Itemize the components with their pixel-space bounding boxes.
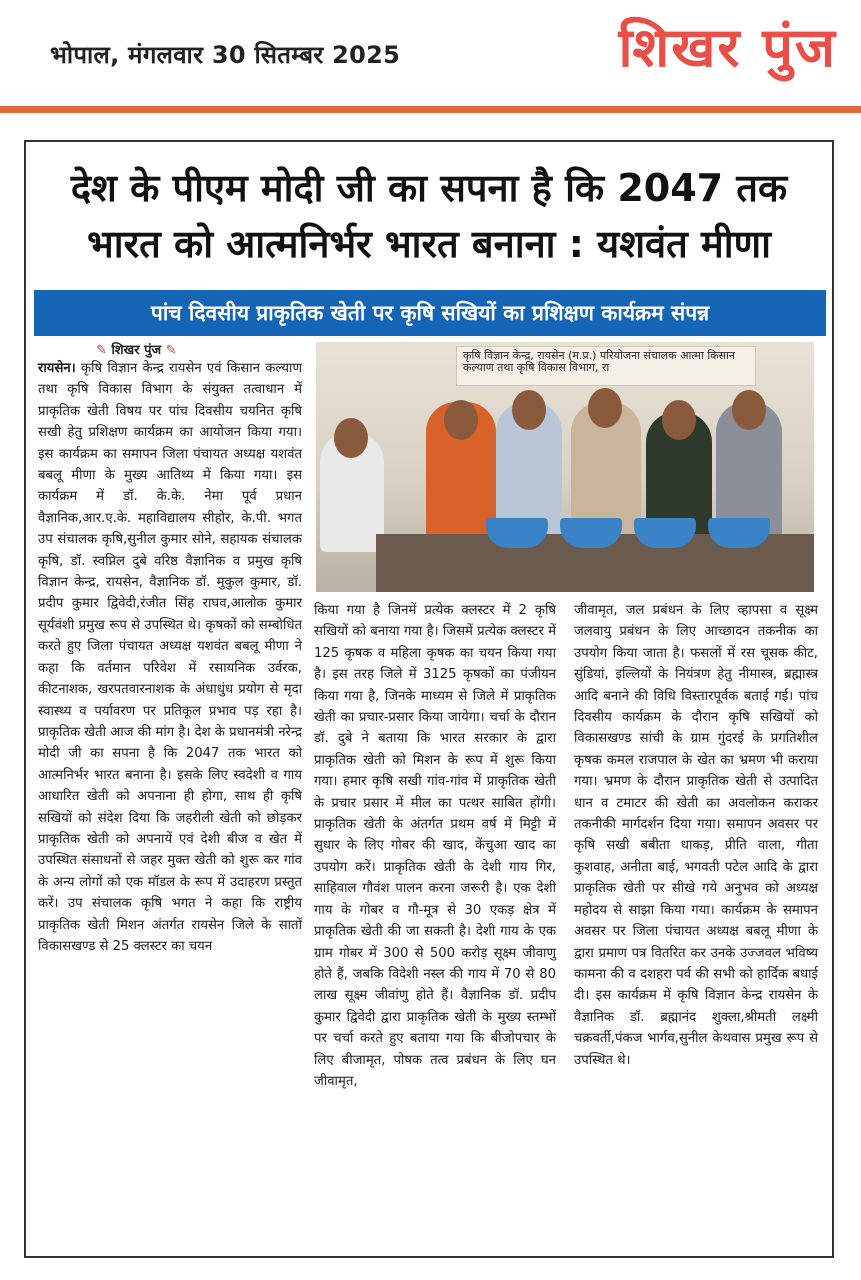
newspaper-masthead: शिखर पुंज <box>618 16 837 79</box>
column-1-text: कृषि विज्ञान केन्द्र रायसेन एवं किसान कल्याण तथा कृषि विकास विभाग के संयुक्त तत्वाधान में प्राकृतिक खेती विषय पर पांच दिवसीय चयनित कृषि सखी हेतु प्रशिक्षण कार्यक्रम का आयोजन किया गया। इस कार्यक्रम का समापन जिला पंचायत अध्यक्ष यशवंत बबलू मीणा के मुख्य आतिथ्य में किया गया। इस कार्यक्रम में डॉ. के.के. नेमा पूर्व प्रधान वैज्ञानिक,आर.ए.के. महाविद्यालय सीहोर, के.पी. भगत उप संचालक कृषि,सुनील कुमार सोने, सहायक संचालक कृषि, डॉ. स्वप्निल दुबे वरिष्ठ वैज्ञानिक व प्रमुख कृषि विज्ञान केन्द्र, रायसेन, वैज्ञानिक डॉ. मुकुल कुमार, डॉ. प्रदीप कुमार द्विवेदी,रंजीत सिंह राघव,आलोक कुमार सूर्यवंशी प्रमुख रूप से उपस्थित थे। कृषकों को सम्बोधित करते हुए जिला पंचायत अध्यक्ष यशवंत बबलू मीणा ने कहा कि वर्तमान परिवेश में रसायनिक उर्वरक, कीटनाशक, खरपतवारनाशक के अंधाधुंध प्रयोग से मृदा स्वास्थ्य व पर्यावरण पर प्रतिकूल प्रभाव पड़ रहा है। प्राकृतिक खेती आज की मांग है। देश के प्रधानमंत्री नरेन्द्र मोदी जी का सपना है कि 2047 तक भारत को आत्मनिर्भर भारत बनाना है। इसके लिए स्वदेशी व गाय आधारित खेती को अपनाना ही होगा, साथ ही कृषि सखियों को संदेश दिया कि जहरीली खेती को छोड़कर प्राकृतिक खेती को अपनायें एवं देशी बीज व खेत में उपस्थित संसाधनों से जहर मुक्त खेती को शुरू कर गांव के अन्य लोगों को एक मॉडल के रूप में उदाहरण प्रस्तुत करें। उप संचालक कृषि भगत ने कहा कि राष्ट्रीय प्राकृतिक खेती मिशन अंतर्गत रायसेन जिले के सातों विकासखण्ड से 25 क्लस्टर का चयन <box>38 361 302 954</box>
article-headline: देश के पीएम मोदी जी का सपना है कि 2047 तक भारत को आत्मनिर्भर भारत बनाना : यशवंत मीणा <box>70 166 788 266</box>
photo-bowl <box>634 518 696 548</box>
photo-bowl <box>486 518 548 548</box>
byline-text: शिखर पुंज <box>111 343 162 358</box>
photo-person-head <box>512 390 546 430</box>
photo-bowl <box>560 518 622 548</box>
photo-person-head <box>662 400 696 440</box>
article-column-3: जीवामृत, जल प्रबंधन के लिए व्हापसा व सूक्ष्म जलवायु प्रबंधन के लिए आच्छादन तकनीक का उपयोग किया जाता है। फसलों में रस चूसक कीट, सुंडियां, इल्लियों के नियंत्रण हेतु नीमास्त्र, ब्रह्मास्त्र आदि बनाने की विधि विस्तारपूर्वक बताई गई। पांच दिवसीय कार्यक्रम के दौरान कृषि सखियों को विकासखण्ड सांची के ग्राम गुंदरई के प्रगतिशील कृषक कमल राजपाल के खेत का भ्रमण भी कराया गया। भ्रमण के दौरान प्राकृतिक खेती से उत्पादित धान व टमाटर की खेती का अवलोकन कराकर तकनीकी मार्गदर्शन दिया गया। समापन अवसर पर कृषि सखी बबीता धाकड़, प्रीति वाला, गीता कुशवाह, अनीता बाई, भगवती पटेल आदि के द्वारा प्राकृतिक खेती पर सीखे गये अनुभव को अध्यक्ष महोदय से साझा किया गया। कार्यक्रम के समापन अवसर पर जिला पंचायत अध्यक्ष बबलू मीणा के द्वारा प्रमाण पत्र वितरित कर उनके उज्जवल भविष्य कामना की व दशहरा पर्व की सभी को हार्दिक बधाई दी। इस कार्यक्रम में कृषि विज्ञान केन्द्र रायसेन के वैज्ञानिक डॉ. ब्रह्मानंद शुक्ला,श्रीमती लक्ष्मी चक्रवर्ती,पंकज भार्गव,सुनील केथवास प्रमुख रूप से उपस्थित थे। <box>574 603 818 1068</box>
article-frame <box>24 140 834 1258</box>
photo-person-head <box>732 390 766 430</box>
article-subhead: पांच दिवसीय प्राकृतिक खेती पर कृषि सखियों का प्रशिक्षण कार्यक्रम संपन्न <box>34 290 826 336</box>
header-divider <box>0 106 861 113</box>
photo-person-head <box>588 388 622 428</box>
dateline-place: रायसेन। <box>38 361 76 376</box>
pen-icon: ✎ <box>96 343 107 358</box>
photo-bowl <box>708 518 770 548</box>
photo-person-head <box>444 400 478 440</box>
dateline: भोपाल, मंगलवार 30 सितम्बर 2025 <box>50 41 401 69</box>
photo-backdrop-banner: कृषि विज्ञान केन्द्र, रायसेन (म.प्र.) परियोजना संचालक आत्मा किसान कल्याण तथा कृषि विकास विभाग, रा <box>456 346 756 386</box>
article-column-2: किया गया है जिनमें प्रत्येक क्लस्टर में 2 कृषि सखियों को बनाया गया है। जिसमें प्रत्येक क्लस्टर में 125 कृषक व महिला कृषक का चयन किया गया है। इस तरह जिले में 3125 कृषकों का पंजीयन किया गया है, जिनके माध्यम से जिले में प्राकृतिक खेती का प्रचार-प्रसार किया जायेगा। चर्चा के दौरान डॉ. दुबे ने बताया कि भारत सरकार के द्वारा प्राकृतिक खेती को मिशन के रूप में शुरू किया गया। हमार कृषि सखी गांव-गांव में प्राकृतिक खेती के प्रचार प्रसार में मील का पत्थर साबित होंगी। प्राकृतिक खेती के अंतर्गत प्रथम वर्ष में मिट्टी में सुधार के लिए गोबर की खाद, केंचुआ खाद का उपयोग करें। प्राकृतिक खेती के देशी गाय गिर, साहिवाल गौवंश पालन करना जरूरी है। एक देशी गाय के गोबर व गौ-मूत्र से 30 एकड़ क्षेत्र में प्राकृतिक खेती की जा सकती है। देशी गाय के एक ग्राम गोबर में 300 से 500 करोड़ सूक्ष्म जीवाणु होते हैं, जबकि विदेशी नस्ल की गाय में 70 से 80 लाख सूक्ष्म जीवांणु होते हैं। वैज्ञानिक डॉ. प्रदीप कुमार द्विवेदी द्वारा प्राकृतिक खेती के मुख्य स्तम्भों पर चर्चा करते हुए बताया गया कि बीजोपचार के लिए बीजामृत, पोषक तत्व प्रबंधन के लिए घन जीवामृत, <box>314 603 556 1089</box>
byline <box>96 340 177 358</box>
pen-icon: ✎ <box>165 343 177 358</box>
photo-person-head <box>334 418 368 458</box>
event-photo <box>316 342 814 592</box>
page-header <box>0 0 861 108</box>
article-column-1 <box>38 358 302 957</box>
